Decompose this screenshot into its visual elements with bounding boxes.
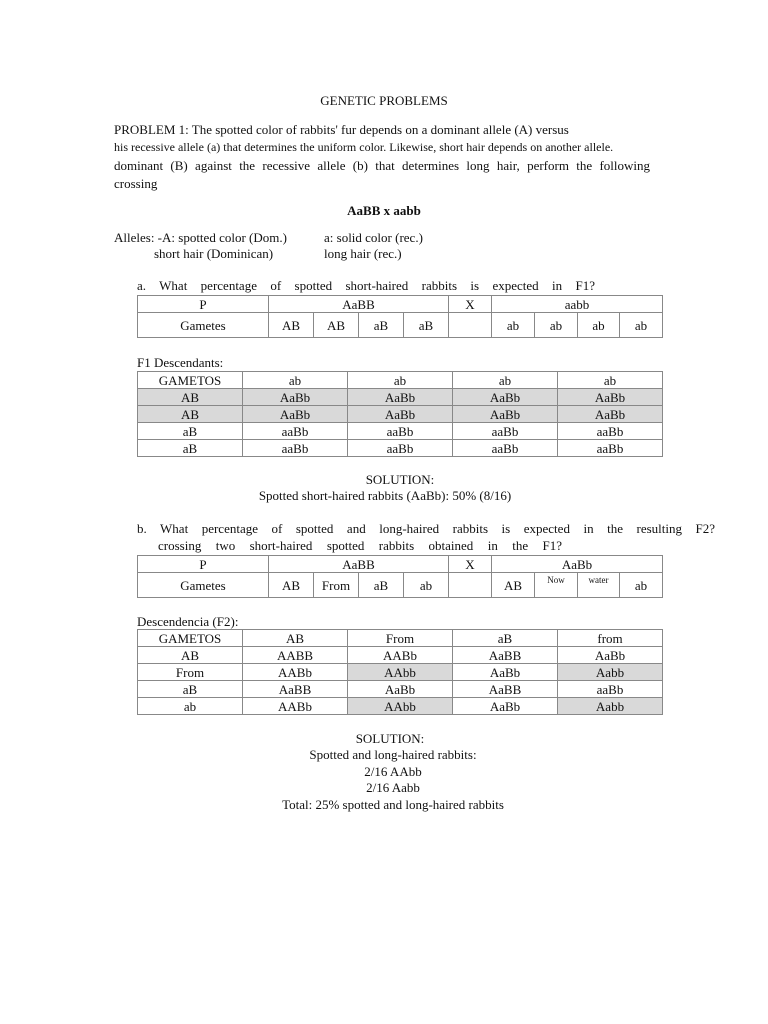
genotype-cell-highlighted: AAbb bbox=[348, 698, 453, 715]
gametes-label: Gametes bbox=[138, 573, 269, 598]
row-gamete: AB bbox=[138, 406, 243, 423]
problem1-line4: crossing bbox=[114, 176, 158, 191]
allele-b-dominant: short hair (Dominican) bbox=[154, 246, 274, 261]
genotype-cell: aaBb bbox=[453, 423, 558, 440]
parent-cross-table-a bbox=[137, 295, 663, 338]
header-cell: From bbox=[348, 630, 453, 647]
table-row bbox=[138, 698, 663, 715]
gamete-cell: aB bbox=[359, 573, 404, 598]
genotype-cell: AaBB bbox=[453, 681, 558, 698]
genotype-cell: aaBb bbox=[243, 423, 348, 440]
genotype-cell: aaBb bbox=[243, 440, 348, 457]
genotype-cell: aaBb bbox=[558, 681, 663, 698]
genotype-cell-highlighted: Aabb bbox=[558, 698, 663, 715]
question-b-line2: crossing two short-haired spotted rabbits obtained in the F1? bbox=[158, 538, 562, 553]
gamete-cell: ab bbox=[535, 313, 578, 338]
parent-1-genotype: AaBB bbox=[269, 556, 449, 573]
header-cell: GAMETOS bbox=[138, 372, 243, 389]
genotype-cell: AaBb bbox=[558, 406, 663, 423]
header-cell: ab bbox=[558, 372, 663, 389]
genotype-cell: AABb bbox=[348, 647, 453, 664]
gamete-cell: ab bbox=[620, 313, 663, 338]
gamete-cell: water bbox=[578, 573, 620, 598]
parent-row bbox=[138, 556, 663, 573]
genotype-cell: aaBb bbox=[348, 423, 453, 440]
solution-a-text: Spotted short-haired rabbits (AaBb): 50% (8/16) bbox=[258, 488, 512, 503]
table-row bbox=[138, 423, 663, 440]
gamete-cell: ab bbox=[404, 573, 449, 598]
table-row bbox=[138, 647, 663, 664]
gamete-cell: AB bbox=[492, 573, 535, 598]
question-b-line1: b. What percentage of spotted and long-haired rabbits is expected in the resulting F2? bbox=[137, 521, 715, 536]
table-row bbox=[138, 389, 663, 406]
p-label: P bbox=[138, 556, 269, 573]
header-cell: ab bbox=[453, 372, 558, 389]
genotype-cell: AaBb bbox=[348, 681, 453, 698]
header-cell: GAMETOS bbox=[138, 630, 243, 647]
parent-2-genotype: AaBb bbox=[492, 556, 663, 573]
row-gamete: AB bbox=[138, 389, 243, 406]
parent-cross-table-b bbox=[137, 555, 663, 598]
problem1-line1: PROBLEM 1: The spotted color of rabbits' fur depends on a dominant allele (A) versus bbox=[114, 122, 569, 137]
genotype-cell: AABB bbox=[243, 647, 348, 664]
row-gamete: AB bbox=[138, 647, 243, 664]
gamete-cell bbox=[449, 573, 492, 598]
gamete-cell: Now bbox=[535, 573, 578, 598]
allele-b-recessive: long hair (rec.) bbox=[324, 246, 402, 261]
gametes-row bbox=[138, 573, 663, 598]
problem1-line3: dominant (B) against the recessive allele (b) that determines long hair, perform the following bbox=[114, 158, 650, 173]
genotype-cell: AaBb bbox=[243, 389, 348, 406]
problem1-line2: his recessive allele (a) that determines the uniform color. Likewise, short hair depends on another allele. bbox=[114, 140, 614, 154]
gamete-cell: AB bbox=[314, 313, 359, 338]
solution-b-line4: Total: 25% spotted and long-haired rabbits bbox=[282, 797, 504, 812]
genotype-cell: aaBb bbox=[348, 440, 453, 457]
gamete-cell: AB bbox=[269, 313, 314, 338]
parent-row bbox=[138, 296, 663, 313]
table-row bbox=[138, 681, 663, 698]
row-gamete: From bbox=[138, 664, 243, 681]
genotype-cell: AaBb bbox=[558, 389, 663, 406]
genotype-cell: AaBb bbox=[453, 664, 558, 681]
f2-label: Descendencia (F2): bbox=[137, 614, 239, 629]
genotype-cell: AaBb bbox=[453, 389, 558, 406]
table-row bbox=[138, 440, 663, 457]
genotype-cell: AaBb bbox=[558, 647, 663, 664]
genotype-cell: AaBb bbox=[348, 389, 453, 406]
gamete-cell: ab bbox=[620, 573, 663, 598]
header-cell: ab bbox=[348, 372, 453, 389]
p-label: P bbox=[138, 296, 269, 313]
table-header-row bbox=[138, 372, 663, 389]
genotype-cell: aaBb bbox=[558, 423, 663, 440]
gamete-cell: From bbox=[314, 573, 359, 598]
gamete-cell: aB bbox=[359, 313, 404, 338]
genotype-cell: AaBb bbox=[348, 406, 453, 423]
table-header-row bbox=[138, 630, 663, 647]
genotype-cell: AaBb bbox=[453, 698, 558, 715]
allele-a-recessive: a: solid color (rec.) bbox=[324, 230, 423, 245]
question-a: a. What percentage of spotted short-haired rabbits is expected in F1? bbox=[137, 278, 595, 293]
header-cell: aB bbox=[453, 630, 558, 647]
gamete-cell: aB bbox=[404, 313, 449, 338]
parent-1-genotype: AaBB bbox=[269, 296, 449, 313]
header-cell: AB bbox=[243, 630, 348, 647]
cross-symbol: X bbox=[449, 556, 492, 573]
genotype-cell: AaBB bbox=[453, 647, 558, 664]
solution-b-line1: Spotted and long-haired rabbits: bbox=[309, 747, 477, 762]
genotype-cell: AaBb bbox=[243, 406, 348, 423]
row-gamete: ab bbox=[138, 698, 243, 715]
table-row bbox=[138, 406, 663, 423]
genotype-cell: AABb bbox=[243, 664, 348, 681]
parent-2-genotype: aabb bbox=[492, 296, 663, 313]
solution-b-label: SOLUTION: bbox=[355, 731, 425, 746]
f1-punnett-table bbox=[137, 371, 663, 457]
solution-b-line3: 2/16 Aabb bbox=[366, 780, 420, 795]
genotype-cell-highlighted: AAbb bbox=[348, 664, 453, 681]
header-cell: ab bbox=[243, 372, 348, 389]
gamete-cell bbox=[449, 313, 492, 338]
row-gamete: aB bbox=[138, 440, 243, 457]
genotype-cell-highlighted: Aabb bbox=[558, 664, 663, 681]
genotype-cell: AaBb bbox=[453, 406, 558, 423]
header-cell: from bbox=[558, 630, 663, 647]
gamete-cell: ab bbox=[578, 313, 620, 338]
table-row bbox=[138, 664, 663, 681]
row-gamete: aB bbox=[138, 681, 243, 698]
genotype-cell: aaBb bbox=[558, 440, 663, 457]
cross-symbol: X bbox=[449, 296, 492, 313]
f2-punnett-table bbox=[137, 629, 663, 715]
row-gamete: aB bbox=[138, 423, 243, 440]
page-title: GENETIC PROBLEMS bbox=[320, 93, 448, 108]
allele-a-dominant: Alleles: -A: spotted color (Dom.) bbox=[114, 230, 287, 245]
solution-b-line2: 2/16 AAbb bbox=[364, 764, 422, 779]
gametes-row bbox=[138, 313, 663, 338]
gamete-cell: ab bbox=[492, 313, 535, 338]
f1-label: F1 Descendants: bbox=[137, 355, 224, 370]
genotype-cell: AaBB bbox=[243, 681, 348, 698]
cross-formula: AaBB x aabb bbox=[347, 203, 421, 218]
gametes-label: Gametes bbox=[138, 313, 269, 338]
genotype-cell: aaBb bbox=[453, 440, 558, 457]
gamete-cell: AB bbox=[269, 573, 314, 598]
solution-a-label: SOLUTION: bbox=[365, 472, 435, 487]
genotype-cell: AABb bbox=[243, 698, 348, 715]
